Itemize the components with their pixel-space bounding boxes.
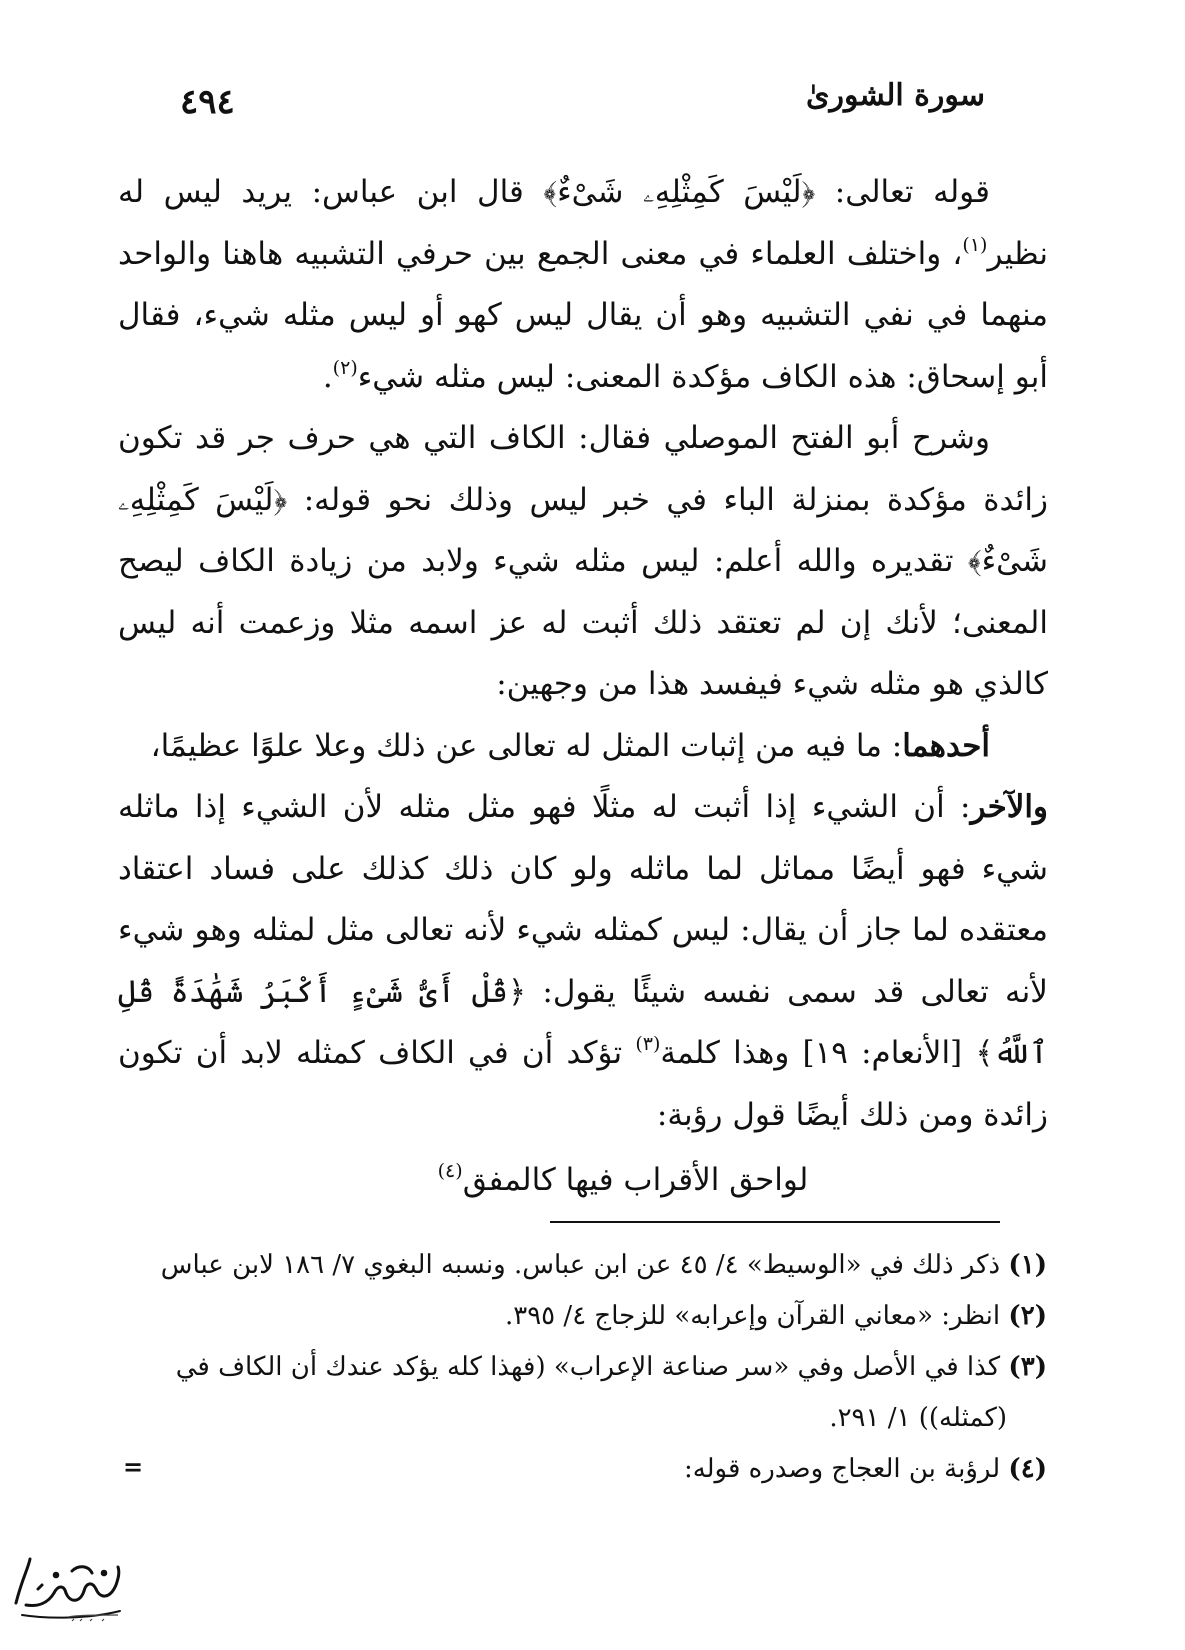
text-run: قال ابن عباس: يريد ليس له نظير — [118, 174, 1048, 272]
footnote-text: كذا في الأصل وفي «سر صناعة الإعراب» (فهذا كله يؤكد عندك أن الكاف في — [175, 1352, 1009, 1382]
text-run: تؤكد أن في الكاف كمثله لابد أن تكون زائدة ومن ذلك أيضًا قول رؤبة: — [118, 1035, 1048, 1133]
surah-title: سورة الشورىٰ — [806, 78, 985, 113]
footnote-ref-4[interactable]: (٤) — [437, 1160, 463, 1182]
lead-word: والآخر — [970, 789, 1048, 825]
quran-verse: ﴿لَيْسَ كَمِثْلِهِۦ شَىْءٌ﴾ — [118, 481, 1048, 579]
footnote-3-continuation — [125, 1393, 1047, 1444]
text-run: : أن الشيء إذا أثبت له مثلًا فهو مثل مثله لأن الشيء إذا ماثله شيء فهو أيضًا مماثل لما ماثله ولو كان ذلك كذلك على فساد اعتقاد معتقده لما جاز أن يقال: ليس كمثله شيء لأنه تعالى مثل لمثله وهو شيء لأنه تعالى قد سمى نفسه شيئًا يقول: — [118, 789, 1048, 1010]
footnote-number: (٣) — [1008, 1352, 1047, 1382]
footnote-1 — [125, 1240, 1047, 1291]
footnote-divider — [550, 1221, 1000, 1223]
footnote-ref-2[interactable]: (٢) — [332, 356, 358, 379]
footnote-2 — [125, 1291, 1047, 1342]
footnote-number: (٤) — [1008, 1454, 1047, 1484]
text-run: . — [322, 358, 333, 395]
footnote-ref-3[interactable]: (٣) — [635, 1033, 661, 1055]
quran-verse: ﴿قُلْ أَىُّ شَىْءٍ أَكْبَرُ شَهَٰدَةً قُلِ ٱللَّهُ﴾ — [118, 973, 1048, 1071]
text-run: قوله تعالى: — [815, 174, 990, 210]
main-text — [118, 162, 1048, 1212]
paragraph-1 — [118, 162, 1048, 408]
poetry-verse — [118, 1150, 1048, 1212]
footnotes — [125, 1240, 1047, 1495]
footnote-number: (١) — [1008, 1250, 1047, 1280]
poetry-text: لواحق الأقراب فيها كالمفق — [462, 1162, 809, 1198]
publisher-calligraphy-logo — [8, 1545, 128, 1625]
verse-reference: [الأنعام: ١٩] — [802, 1035, 976, 1071]
text-run: تقديره والله أعلم: ليس مثله شيء ولابد من زيادة الكاف ليصح المعنى؛ لأنك إن لم تعتقد ذلك أثبت له عز اسمه مثلا وزعمت أنه ليس كالذي هو مثله شيء فيفسد هذا من وجهين: — [118, 543, 1048, 702]
page-header — [180, 78, 985, 134]
footnote-4 — [125, 1444, 1047, 1495]
footnote-number: (٢) — [1008, 1301, 1047, 1331]
text-run: : ما فيه من إثبات المثل له تعالى عن ذلك وعلا علوًا عظيمًا، — [150, 727, 903, 764]
quran-verse: ﴿لَيْسَ كَمِثْلِهِۦ شَىْءٌ﴾ — [543, 174, 816, 210]
page-number: ٤٩٤ — [180, 82, 235, 122]
paragraph-3 — [118, 716, 1048, 778]
paragraph-4 — [118, 777, 1048, 1146]
footnote-text: انظر: «معاني القرآن وإعرابه» للزجاج ٤/ ٣٩٥. — [504, 1301, 1009, 1331]
footnote-text: ذكر ذلك في «الوسيط» ٤/ ٤٥ عن ابن عباس. ونسبه البغوي ٧/ ١٨٦ لابن عباس — [160, 1250, 1009, 1280]
text-run: ، واختلف العلماء في معنى الجمع بين حرفي التشبيه هاهنا والواحد منهما في نفي التشبيه وهو أن يقال ليس كهو أو ليس مثله شيء، فقال أبو إسحاق: هذه الكاف مؤكدة المعنى: ليس مثله شيء — [118, 235, 1048, 395]
text-run: وشرح أبو الفتح الموصلي فقال: الكاف التي هي حرف جر قد تكون زائدة مؤكدة بمنزلة الباء في خبر ليس وذلك نحو قوله: — [118, 420, 1049, 518]
footnote-text: لرؤبة بن العجاج وصدره قوله: — [683, 1454, 1009, 1484]
footnote-text: (كمثله)) ١/ ٢٩١. — [829, 1403, 1007, 1433]
text-run: وهذا كلمة — [660, 1035, 803, 1071]
paragraph-2 — [118, 408, 1048, 716]
continuation-mark: = — [123, 1452, 144, 1481]
footnote-3 — [125, 1342, 1047, 1393]
lead-word: أحدهما — [902, 727, 990, 764]
footnote-ref-1[interactable]: (١) — [962, 233, 988, 256]
